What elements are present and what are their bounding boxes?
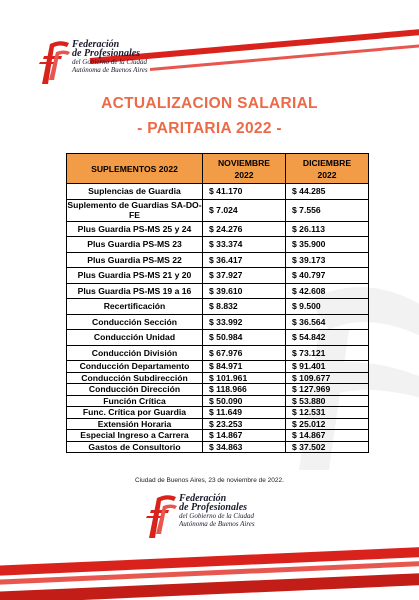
supplement-name-cell: Extensión Horaria: [67, 418, 203, 430]
decorative-stripe: [150, 44, 419, 71]
november-value-cell: $ 33.374: [203, 237, 286, 253]
table-row: [67, 441, 369, 453]
supplement-name-cell: Conducción Dirección: [67, 384, 203, 396]
december-value-cell: $ 109.677: [286, 372, 369, 384]
december-value-cell: $ 53.880: [286, 395, 369, 407]
table-row: [67, 283, 369, 299]
logo-name-line4: Autónoma de Buenos Aires: [179, 520, 255, 528]
november-value-cell: $ 7.024: [203, 199, 286, 221]
supplement-name-cell: Especial Ingreso a Carrera: [67, 430, 203, 442]
december-value-cell: $ 54.842: [286, 330, 369, 346]
november-value-cell: $ 34.863: [203, 441, 286, 453]
supplement-name-cell: Plus Guardia PS-MS 19 a 16: [67, 283, 203, 299]
table-row: [67, 184, 369, 200]
december-value-cell: $ 91.401: [286, 361, 369, 373]
table-header-row: [67, 154, 369, 184]
supplement-name-cell: Plus Guardia PS-MS 25 y 24: [67, 221, 203, 237]
column-header-december: [286, 154, 369, 184]
december-value-cell: $ 37.502: [286, 441, 369, 453]
supplement-name-cell: Conducción Subdirección: [67, 372, 203, 384]
organization-logo: [36, 40, 148, 86]
december-value-cell: $ 9.500: [286, 299, 369, 315]
logo-name-line3: del Gobierno de la Ciudad: [179, 512, 255, 520]
november-value-cell: $ 33.992: [203, 314, 286, 330]
ff-logo-icon: [143, 494, 177, 540]
table-row: [67, 299, 369, 315]
supplement-name-cell: Suplencias de Guardia: [67, 184, 203, 200]
table-row: [67, 395, 369, 407]
november-value-cell: $ 84.971: [203, 361, 286, 373]
november-value-cell: $ 11.649: [203, 407, 286, 419]
december-value-cell: $ 127.969: [286, 384, 369, 396]
supplement-name-cell: Suplemento de Guardias SA-DO-FE: [67, 199, 202, 220]
november-value-cell: $ 101.961: [203, 372, 286, 384]
december-value-cell: $ 44.285: [286, 184, 369, 200]
table-row: [67, 199, 369, 221]
table-row: [67, 418, 369, 430]
page-title: ACTUALIZACION SALARIAL: [101, 95, 318, 112]
salary-table: [66, 153, 369, 453]
supplement-name-cell: Plus Guardia PS-MS 22: [67, 252, 203, 268]
november-value-cell: $ 23.253: [203, 418, 286, 430]
supplement-name-cell: Conducción Departamento: [67, 361, 203, 373]
logo-name-line1: Federación: [179, 493, 227, 504]
table-row: [67, 430, 369, 442]
table-row: [67, 372, 369, 384]
november-value-cell: $ 50.090: [203, 395, 286, 407]
december-value-cell: $ 25.012: [286, 418, 369, 430]
supplement-name-cell: Conducción Unidad: [67, 330, 203, 346]
december-value-cell: $ 14.867: [286, 430, 369, 442]
header-year-label: 2022: [234, 169, 254, 180]
december-value-cell: $ 35.900: [286, 237, 369, 253]
november-value-cell: $ 67.976: [203, 345, 286, 361]
header-month-label: NOVIEMBRE: [217, 157, 271, 168]
table-row: [67, 407, 369, 419]
logo-name-line2: de Profesionales: [179, 502, 248, 513]
november-value-cell: $ 37.927: [203, 268, 286, 284]
table-row: [67, 314, 369, 330]
table-row: [67, 361, 369, 373]
november-value-cell: $ 118.966: [203, 384, 286, 396]
december-value-cell: $ 73.121: [286, 345, 369, 361]
ff-logo-icon: [36, 40, 70, 86]
table-row: [67, 268, 369, 284]
december-value-cell: $ 26.113: [286, 221, 369, 237]
table-row: [67, 345, 369, 361]
november-value-cell: $ 8.832: [203, 299, 286, 315]
supplement-name-cell: Func. Crítica por Guardia: [67, 407, 203, 419]
december-value-cell: $ 39.173: [286, 252, 369, 268]
organization-logo-footer: [143, 494, 255, 540]
header-year-label: 2022: [317, 169, 337, 180]
december-value-cell: $ 7.556: [286, 199, 369, 221]
november-value-cell: $ 39.610: [203, 283, 286, 299]
december-value-cell: $ 12.531: [286, 407, 369, 419]
supplement-name-cell: Plus Guardia PS-MS 21 y 20: [67, 268, 203, 284]
date-line: Ciudad de Buenos Aires, 23 de noviembre de 2022.: [135, 477, 284, 484]
page-subtitle: - PARITARIA 2022 -: [137, 120, 282, 137]
logo-name-line3: del Gobierno de la Ciudad: [72, 58, 148, 66]
table-row: [67, 252, 369, 268]
december-value-cell: $ 36.564: [286, 314, 369, 330]
november-value-cell: $ 14.867: [203, 430, 286, 442]
logo-name-line4: Autónoma de Buenos Aires: [72, 66, 148, 74]
supplement-name-cell: Conducción Sección: [67, 314, 203, 330]
column-header-november: [203, 154, 286, 184]
supplement-name-cell: Función Crítica: [67, 395, 203, 407]
november-value-cell: $ 41.170: [203, 184, 286, 200]
december-value-cell: $ 40.797: [286, 268, 369, 284]
table-row: [67, 221, 369, 237]
supplement-name-cell: Plus Guardia PS-MS 23: [67, 237, 203, 253]
column-header-supplements: SUPLEMENTOS 2022: [67, 154, 203, 184]
table-row: [67, 330, 369, 346]
table-row: [67, 384, 369, 396]
supplement-name-cell: Gastos de Consultorio: [67, 441, 203, 453]
november-value-cell: $ 36.417: [203, 252, 286, 268]
table-row: [67, 237, 369, 253]
supplement-name-cell: Recertificación: [67, 299, 203, 315]
header-month-label: DICIEMBRE: [302, 157, 352, 168]
logo-name-line1: Federación: [72, 39, 120, 50]
november-value-cell: $ 50.984: [203, 330, 286, 346]
logo-name-line2: de Profesionales: [72, 48, 141, 59]
december-value-cell: $ 42.608: [286, 283, 369, 299]
november-value-cell: $ 24.276: [203, 221, 286, 237]
supplement-name-cell: Conducción División: [67, 345, 203, 361]
